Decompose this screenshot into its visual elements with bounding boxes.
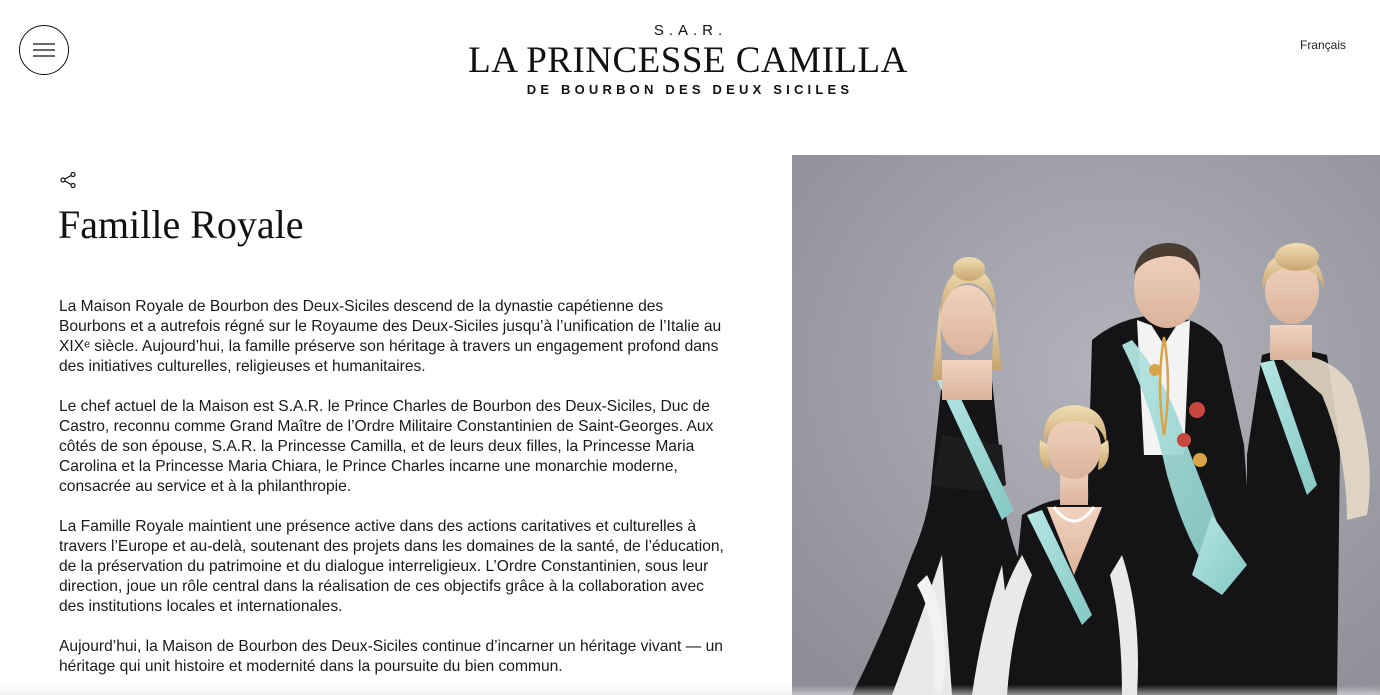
- site-logo[interactable]: [440, 22, 936, 98]
- share-button[interactable]: [59, 171, 79, 191]
- paragraph-heritage: La Maison Royale de Bourbon des Deux-Siciles descend de la dynastie capétienne des Bourbons et a autrefois régné sur le Royaume des Deux-Siciles jusqu’à l’unification de l’Italie au XIXᵉ siècle. Aujourd’hui, la famille préserve son héritage à travers un engagement profond dans des initiatives culturelles, religieuses et humanitaires.: [59, 298, 722, 375]
- share-icon: [59, 176, 77, 193]
- page-title: Famille Royale: [58, 202, 304, 247]
- article-body: [59, 297, 727, 695]
- logo-line-house: DE BOURBON DES DEUX SICILES: [526, 82, 854, 97]
- language-selector[interactable]: Français: [1299, 38, 1346, 52]
- paragraph-legacy: Aujourd’hui, la Maison de Bourbon des Deux-Siciles continue d’incarner un héritage vivant — un héritage qui unit histoire et modernité dans la poursuite du bien commun.: [59, 638, 723, 675]
- paragraph-head-of-house: Le chef actuel de la Maison est S.A.R. le Prince Charles de Bourbon des Deux-Siciles, Duc de Castro, reconnu comme Grand Maître de l’Ordre Militaire Constantinien de Saint-Georges. Aux côtés de son épouse, S.A.R. la Princesse Camilla, et de leurs deux filles, la Princesse Maria Carolina et la Princesse Maria Chiara, le Prince Charles incarne une monarchie moderne, consacrée au service et à la philanthropie.: [59, 398, 714, 495]
- menu-button[interactable]: [19, 25, 69, 75]
- logo-line-title: S.A.R.: [653, 22, 728, 39]
- hamburger-menu-icon: [33, 43, 55, 57]
- paragraph-charity: La Famille Royale maintient une présence active dans des actions caritatives et culturelles à travers l’Europe et au-delà, soutenant des projets dans les domaines de la santé, de l’éducation, de la préservation du patrimoine et du dialogue interreligieux. L’Ordre Constantinien, sous leur direction, joue un rôle central dans la réalisation de ces objectifs grâce à la collaboration avec des institutions locales et internationales.: [59, 518, 724, 615]
- royal-family-photo: [792, 155, 1380, 695]
- logo-line-name: LA PRINCESSE CAMILLA: [468, 40, 908, 81]
